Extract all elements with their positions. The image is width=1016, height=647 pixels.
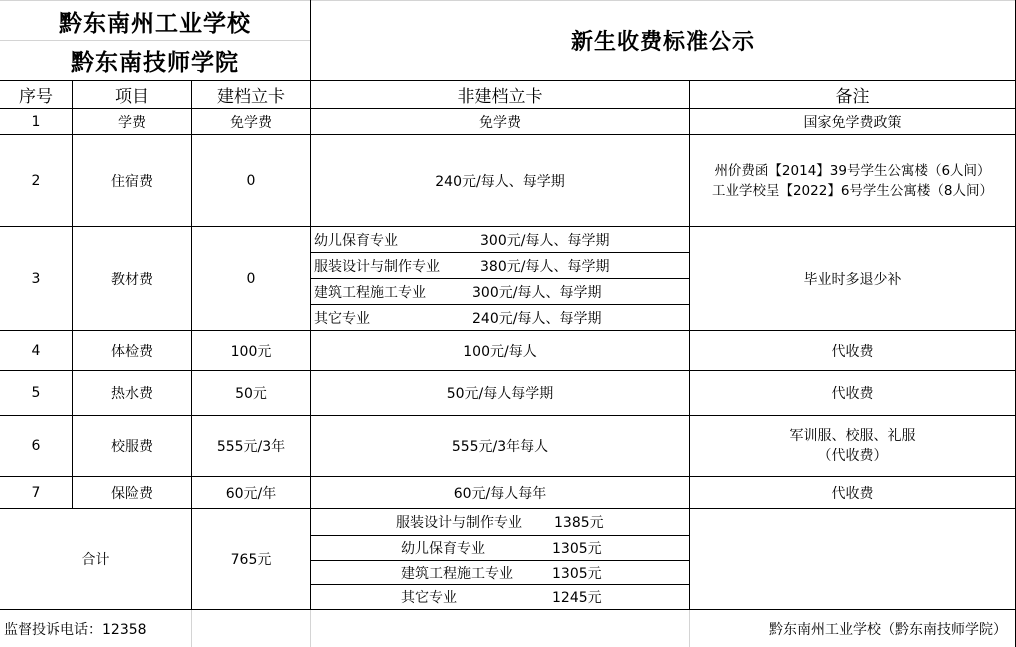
row-item: 学费 [118,114,146,131]
row-non-registered: 240元/每人、每学期 [435,173,565,190]
note-line: 军训服、校服、礼服 [789,428,916,444]
row-item: 体检费 [111,343,153,360]
total-major-row [401,561,602,584]
major-amount: 1385元 [554,515,604,531]
row-no: 7 [31,484,41,501]
row-registered: 50元 [235,386,267,402]
major-name: 其它专业 [401,590,457,606]
row-item: 住宿费 [111,173,153,190]
total-label: 合计 [81,552,110,568]
major-name: 幼儿保育专业 [314,232,398,249]
total-major-row [396,509,604,535]
note-line: （代收费） [817,448,888,464]
total-registered: 765元 [230,552,272,568]
row-no: 4 [31,342,41,359]
major-name: 服装设计与制作专业 [314,258,440,275]
row-note: 代收费 [831,485,874,502]
row-no: 6 [31,438,41,454]
major-fee-row [314,279,601,304]
major-price: 380元/每人、每学期 [480,258,610,275]
row-registered: 60元/年 [225,485,277,502]
row-no: 5 [31,385,41,401]
row-non-registered: 60元/每人每年 [453,485,547,502]
row-note [690,135,1015,226]
school-name: 黔东南州工业学校 [59,9,251,37]
row-non-registered: 100元/每人 [463,343,537,360]
major-price: 300元/每人、每学期 [472,284,602,301]
major-fee-row [314,253,609,278]
row-registered: 免学费 [230,114,272,131]
row-registered: 0 [246,172,256,189]
row-note: 毕业时多退少补 [803,271,902,288]
row-registered: 0 [246,270,256,287]
note-line: 州价费函【2014】39号学生公寓楼（6人间） [714,162,991,179]
major-name: 其它专业 [314,310,370,327]
column-header-no: 序号 [19,87,53,107]
major-price: 300元/每人、每学期 [480,232,610,249]
major-fee-row [314,227,609,252]
issuer-name: 黔东南州工业学校（黔东南技师学院） [769,621,1007,638]
row-registered: 555元/3年 [216,439,286,455]
total-major-row [401,585,602,609]
row-non-registered: 免学费 [479,114,521,131]
major-amount: 1245元 [552,590,602,606]
notice-title: 新生收费标准公示 [570,28,755,55]
row-item: 保险费 [111,485,153,502]
note-line: 工业学校呈【2022】6号学生公寓楼（8人间） [711,182,994,199]
row-no: 2 [31,172,41,189]
total-major-row [401,536,602,560]
major-amount: 1305元 [552,541,602,557]
college-name: 黔东南技师学院 [71,49,239,76]
major-name: 建筑工程施工专业 [401,565,513,582]
complaint-hotline: 监督投诉电话：12358 [4,621,147,638]
column-header-note: 备注 [835,87,870,107]
row-registered: 100元 [230,343,272,360]
row-item: 校服费 [111,439,153,455]
major-name: 建筑工程施工专业 [314,284,426,301]
major-name: 幼儿保育专业 [401,541,485,557]
row-no: 3 [31,270,41,287]
column-header-item: 项目 [115,87,149,107]
row-note: 代收费 [831,343,874,360]
row-no: 1 [31,113,41,130]
major-name: 服装设计与制作专业 [396,515,522,531]
row-note: 代收费 [831,386,874,402]
row-non-registered: 555元/3年每人 [451,439,549,455]
major-fee-row [314,305,601,330]
row-item: 教材费 [111,271,153,288]
column-header-non-registered: 非建档立卡 [457,87,543,107]
major-price: 240元/每人、每学期 [472,310,602,327]
total-note [690,509,1015,609]
major-amount: 1305元 [552,565,602,582]
row-note: 国家免学费政策 [803,114,902,131]
row-non-registered: 50元/每人每学期 [446,386,554,402]
column-header-registered: 建档立卡 [217,87,285,107]
row-note [690,416,1015,476]
row-item: 热水费 [111,386,153,402]
